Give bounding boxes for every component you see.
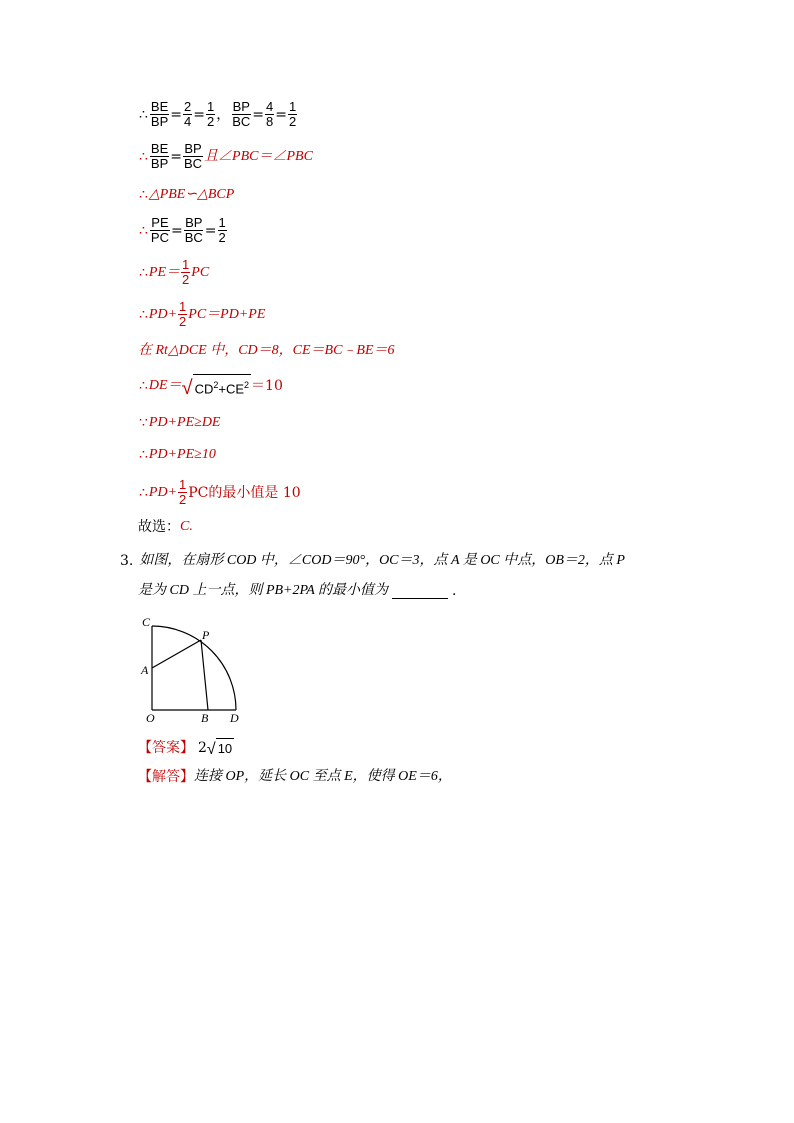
solution-line-6: ∴ PD+ $\frac{1}{2}$ PC＝PD+PE xyxy=(139,299,266,329)
fraction: $\frac{1}{2}$ xyxy=(218,215,226,245)
label-D: D xyxy=(230,711,239,724)
square-root: √ 10 xyxy=(207,738,234,758)
question-3-line-1: 3. 如图，在扇形 COD 中，∠COD＝90°，OC＝3，点 A 是 OC 中点，OB＝2，点 P xyxy=(120,553,625,569)
answer-blank xyxy=(392,584,448,599)
arc-CD xyxy=(152,626,236,710)
solution-line-1: ∴ $\frac{BE}{BP}$ = $\frac{2}{4}$ = $\frac{1}{2}$ ， $\frac{BP}{BC}$ = $\frac{4}{8}$ = $\frac{1}{2}$ xyxy=(139,99,297,129)
fraction: $\frac{1}{2}$ xyxy=(182,257,190,287)
label-A: A xyxy=(141,663,149,677)
solution-line-10: ∴ PD+PE≥10 xyxy=(139,447,216,463)
label-B: B xyxy=(201,711,209,724)
solution-line-8: ∴ DE＝ √ $CD^2+CE^2$ ＝10 xyxy=(138,374,283,398)
solution-line-5: ∴ PE＝ $\frac{1}{2}$ PC xyxy=(139,257,210,287)
solution-start-line: 【解答】 连接 OP，延长 OC 至点 E，使得 OE＝6， xyxy=(138,769,452,785)
segment-PB xyxy=(201,640,208,710)
solution-line-12: 故选： C. xyxy=(138,519,193,535)
fraction: $\frac{1}{2}$ xyxy=(179,299,187,329)
solution-line-3: ∴ △PBE∽△BCP xyxy=(139,187,235,203)
question-3-line-2: 是为 CD 上一点，则 PB+2PA 的最小值为 . xyxy=(138,583,457,599)
solution-line-11: ∴ PD+ $\frac{1}{2}$ PC的最小值是 10 xyxy=(139,477,301,507)
fraction: $\frac{1}{2}$ xyxy=(288,99,297,129)
segment-AP xyxy=(152,640,201,668)
fraction: $\frac{BE}{BP}$ xyxy=(150,99,169,129)
fraction: $\frac{BP}{BC}$ xyxy=(184,141,203,171)
fraction: $\frac{PE}{PC}$ xyxy=(150,215,169,245)
label-P: P xyxy=(202,628,210,642)
label-O: O xyxy=(146,711,155,724)
sector-figure xyxy=(138,612,250,724)
fraction: $\frac{1}{2}$ xyxy=(206,99,215,129)
fraction: $\frac{BP}{BC}$ xyxy=(184,215,203,245)
solution-line-4: ∴ $\frac{PE}{PC}$ = $\frac{BP}{BC}$ = $\frac{1}{2}$ xyxy=(139,215,226,245)
label-C: C xyxy=(142,615,151,629)
solution-line-7: 在 Rt△DCE 中，CD＝8，CE＝BC﹣BE＝6 xyxy=(138,343,395,358)
square-root: √ $CD^2+CE^2$ xyxy=(182,374,251,398)
answer-line: 【答案】 2 √ 10 xyxy=(138,740,233,758)
fraction: $\frac{2}{4}$ xyxy=(184,99,192,129)
fraction: $\frac{BP}{BC}$ xyxy=(232,99,251,129)
fraction: $\frac{1}{2}$ xyxy=(179,477,187,507)
fraction: $\frac{4}{8}$ xyxy=(266,99,274,129)
solution-line-9: ∵ PD+PE≥DE xyxy=(139,415,221,431)
fraction: $\frac{BE}{BP}$ xyxy=(150,141,169,171)
solution-line-2: ∴ $\frac{BE}{BP}$ = $\frac{BP}{BC}$ 且∠PBC＝∠PBC xyxy=(139,141,313,171)
